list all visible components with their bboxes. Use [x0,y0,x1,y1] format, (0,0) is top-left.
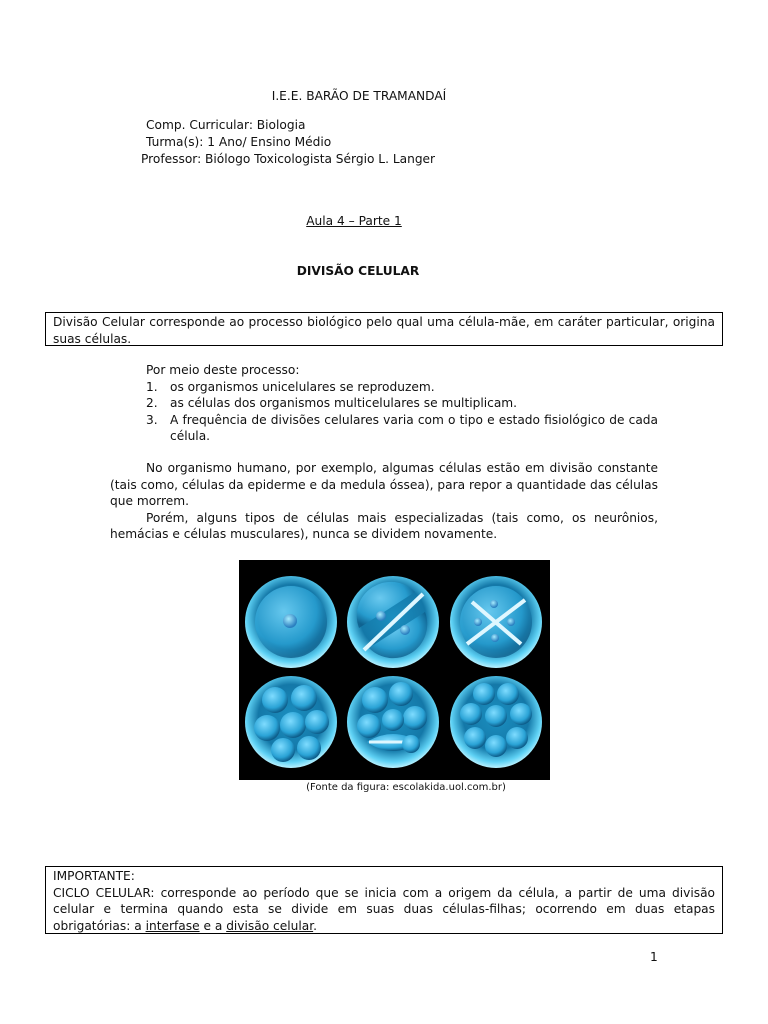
definition-text: Divisão Celular corresponde ao processo biológico pelo qual uma célula-mãe, em caráter particular, origina suas células. [53,315,715,346]
cell-eight-cell-stage [245,676,337,768]
divisao-celular-term: divisão celular [226,918,314,933]
classes-line: Turma(s): 1 Ano/ Ensino Médio [146,135,332,149]
lesson-heading: Aula 4 – Parte 1 [306,214,402,228]
process-section [146,362,658,445]
definition-box [45,312,723,346]
figure-caption: (Fonte da figura: escolakida.uol.com.br) [306,782,506,793]
cell-dividing-cluster [347,676,439,768]
process-list [146,379,658,445]
page-title: DIVISÃO CELULAR [296,264,420,278]
paragraph: No organismo humano, por exemplo, algumas células estão em divisão constante (tais como, células da epiderme e da medula óssea), para repor a quantidade das células que morrem. [110,461,658,508]
interfase-term: interfase [145,918,200,933]
cell-division-figure [239,560,550,780]
teacher-line: Professor: Biólogo Toxicologista Sérgio L. Langer [141,152,436,166]
subject-line: Comp. Curricular: Biologia [146,118,306,132]
body-paragraphs [110,460,658,543]
list-item: 1. os organismos unicelulares se reproduzem. [146,379,435,394]
process-intro: Por meio deste processo: [146,363,300,377]
cell-division-illustration [239,560,550,780]
cell-two-cell-stage [347,576,439,668]
important-label: IMPORTANTE: [53,869,135,883]
cell-one-cell-stage [245,576,337,668]
important-text: CICLO CELULAR: corresponde ao período que se inicia com a origem da célula, a partir de uma divisão celular e termina quando esta se divide em suas duas células-filhas; ocorrendo em duas etapas obrigatórias: a interfase e a divisão celular. [53,885,715,933]
page-number: 1 [650,950,658,964]
paragraph: Porém, alguns tipos de células mais especializadas (tais como, os neurônios, hemácias e células musculares), nunca se dividem novamente. [110,510,658,541]
important-box [45,866,723,934]
cell-four-cell-stage [450,576,542,668]
list-item: 2. as células dos organismos multicelulares se multiplicam. [146,396,518,410]
school-name: I.E.E. BARÃO DE TRAMANDAÍ [271,89,447,103]
list-item: 3. A frequência de divisões celulares varia com o tipo e estado fisiológico de cada célula. [146,412,658,443]
cell-morula-stage [450,676,542,768]
